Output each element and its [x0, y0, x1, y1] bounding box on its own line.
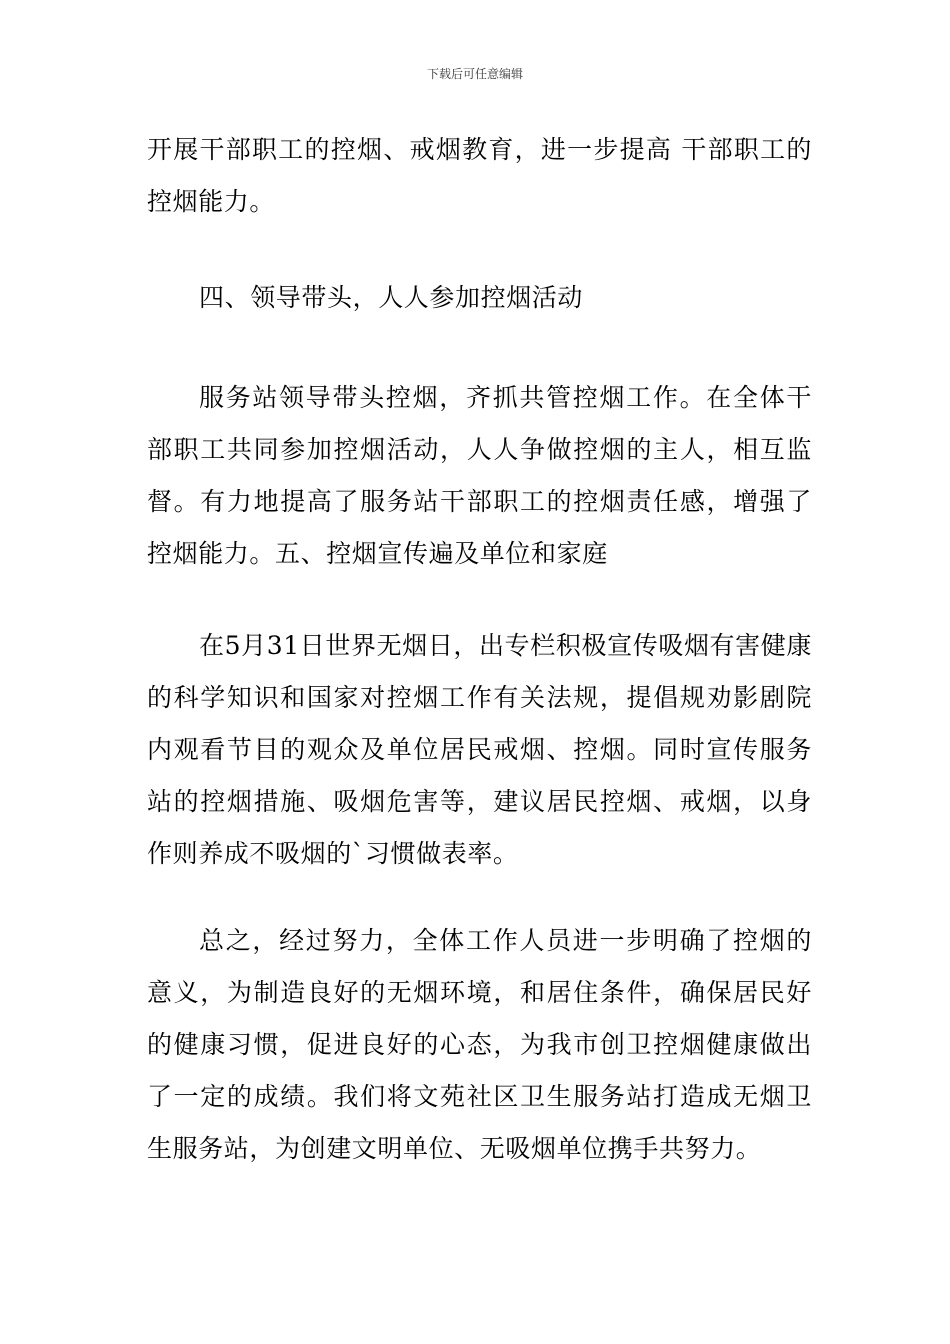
header-note: 下载后可任意编辑 — [426, 67, 523, 81]
paragraph-no-smoking-day: 在5月31日世界无烟日，出专栏积极宣传吸烟有害健康的科学知识和国家对控烟工作有关法规，提倡规劝影剧院内观看节目的观众及单位居民戒烟、控烟。同时宣传服务站的控烟措施、吸烟危害等，建议居民控烟、戒烟，以身作则养成不吸烟的`习惯做表率。 — [147, 631, 812, 868]
paragraph-summary: 总之，经过努力，全体工作人员进一步明确了控烟的意义，为制造良好的无烟环境，和居住条件，确保居民好的健康习惯，促进良好的心态，为我市创卫控烟健康做出了一定的成绩。我们将文苑社区卫生服务站打造成无烟卫生服务站，为创建文明单位、无吸烟单位携手共努力。 — [147, 926, 812, 1163]
paragraph-leadership: 服务站领导带头控烟，齐抓共管控烟工作。在全体干部职工共同参加控烟活动，人人争做控烟的主人，相互监督。有力地提高了服务站干部职工的控烟责任感，增强了控烟能力。五、控烟宣传遍及单位和家庭 — [147, 383, 812, 568]
paragraph-continuation: 开展干部职工的控烟、戒烟教育，进一步提高 干部职工的控烟能力。 — [147, 135, 812, 216]
section-heading-four: 四、领导带头，人人参加控烟活动 — [199, 283, 584, 312]
